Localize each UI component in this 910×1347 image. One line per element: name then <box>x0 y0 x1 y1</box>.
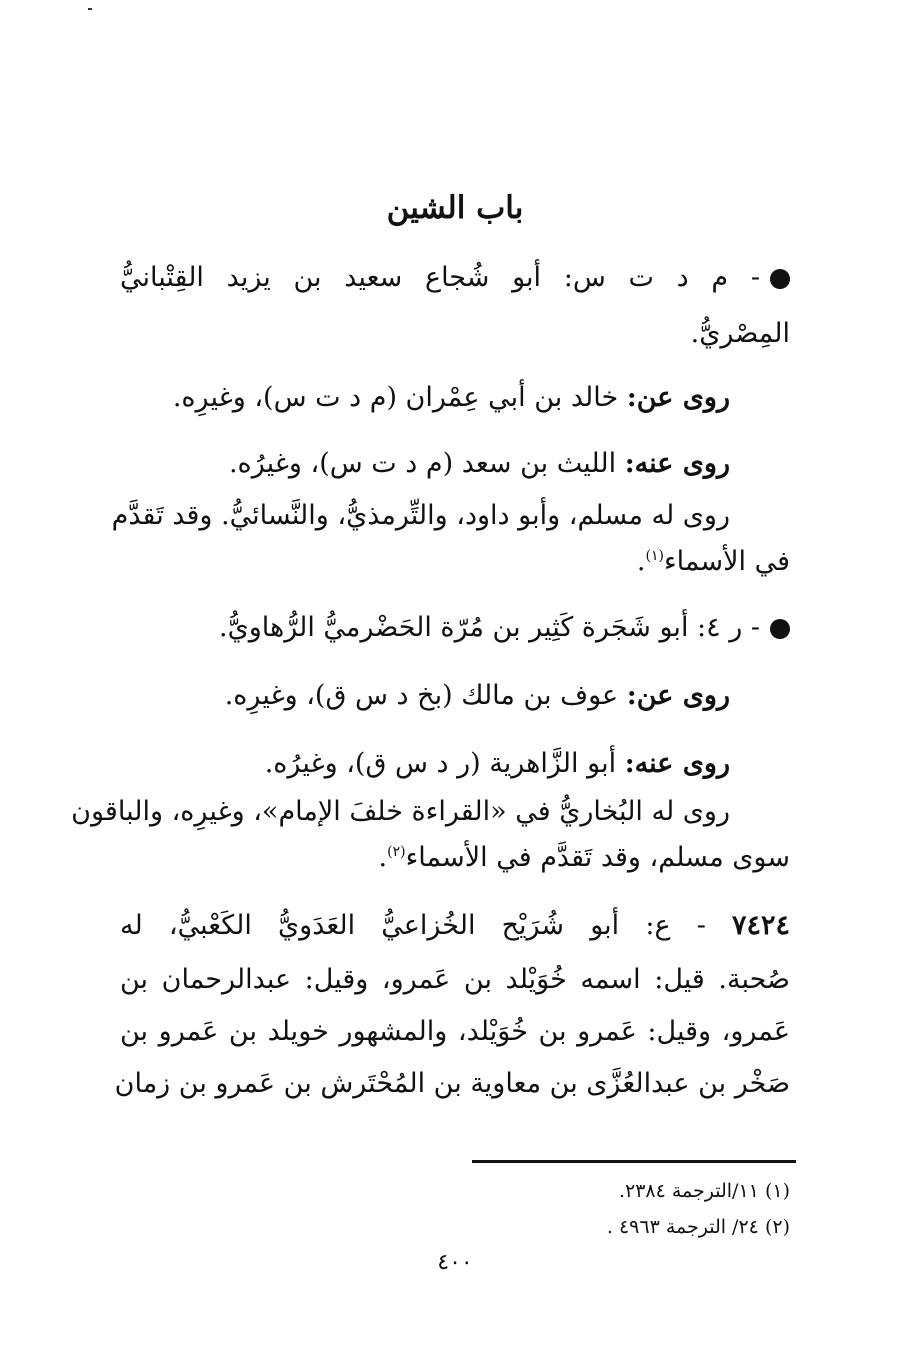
entry-1-note-end: . <box>636 546 646 577</box>
entry-2-narrated-from <box>120 680 730 712</box>
entry-1-name: أبو شُجاع سعيد بن يزيد القِتْبانيُّ <box>120 262 542 293</box>
page-number: ٤٠٠ <box>437 1250 473 1275</box>
entry-1-line-2: المِصْريُّ. <box>690 318 790 349</box>
narrated-from-text: خالد بن أبي عِمْران (م د ت س)، وغيرِه. <box>172 382 619 413</box>
entry-1-note-line-2 <box>120 546 790 578</box>
narrated-from-label: روى عن: <box>626 382 730 413</box>
entry-1-line-1 <box>120 262 790 294</box>
narrated-by-text: الليث بن سعد (م د ت س)، وغيرُه. <box>228 448 617 479</box>
footnote-ref-2: (٢) <box>387 844 406 860</box>
narrated-from-label: روى عن: <box>626 680 730 711</box>
footnote-2 <box>607 1216 790 1238</box>
entry-1-narrated-from <box>120 382 730 414</box>
entry-3-number: ٧٤٢٤ <box>731 910 790 941</box>
bullet-icon <box>770 269 790 289</box>
narrated-from-text: عوف بن مالك (بخ د س ق)، وغيرِه. <box>224 680 619 711</box>
narrated-by-label: روى عنه: <box>624 448 730 479</box>
entry-3-marker: - ع: <box>645 910 706 941</box>
entry-2-marker: - ر ٤: <box>697 612 760 643</box>
entry-1-narrated-by <box>120 448 730 480</box>
narrated-by-text: أبو الزَّاهرية (ر د س ق)، وغيرُه. <box>264 748 617 779</box>
entry-2-note-line-2 <box>120 842 790 874</box>
footnote-1-marker: (١) <box>764 1180 790 1202</box>
entry-1-marker: - م د ت س: <box>563 262 760 293</box>
entry-1-note-line-1: روى له مسلم، وأبو داود، والتِّرمذيُّ، والنَّسائيُّ. وقد تَقدَّم <box>111 500 730 531</box>
entry-3-line-4: صَخْر بن عبدالعُزَّى بن معاوية بن المُحْتَرش بن عَمرو بن زمان <box>114 1068 790 1099</box>
entry-2-narrated-by <box>120 748 730 780</box>
entry-1-note-text: في الأسماء <box>663 546 790 577</box>
footnote-2-text: ٢٤/ الترجمة ٤٩٦٣ . <box>606 1216 759 1238</box>
entry-3-line-1 <box>120 910 790 942</box>
entry-2-note-line-1: روى له البُخاريُّ في «القراءة خلفَ الإمام»، وغيرِه، والباقون <box>71 796 730 827</box>
narrated-by-label: روى عنه: <box>624 748 730 779</box>
entry-3-line-3: عَمرو، وقيل: عَمرو بن خُوَيْلد، والمشهور خويلد بن عَمرو بن <box>120 1016 790 1047</box>
entry-2-line-1 <box>120 612 790 644</box>
footnote-2-marker: (٢) <box>764 1216 790 1238</box>
chapter-heading: باب الشين <box>386 190 524 226</box>
footnote-ref-1: (١) <box>645 548 664 564</box>
entry-3-name: أبو شُرَيْح الخُزاعيُّ العَدَويُّ الكَعْبيُّ، له <box>120 910 620 941</box>
bullet-icon <box>770 619 790 639</box>
scan-mark <box>88 8 92 10</box>
footnote-1 <box>619 1180 790 1202</box>
entry-3-line-2: صُحبة. قيل: اسمه خُوَيْلد بن عَمرو، وقيل: عبدالرحمان بن <box>120 964 790 995</box>
entry-2-note-text: سوى مسلم، وقد تَقدَّم في الأسماء <box>405 842 790 873</box>
footnote-separator <box>472 1160 796 1163</box>
footnote-1-text: ١١/الترجمة ٢٣٨٤. <box>618 1180 759 1202</box>
entry-2-note-end: . <box>378 842 388 873</box>
entry-2-name: أبو شَجَرة كَثِير بن مُرّة الحَضْرميُّ الرُّهاويُّ. <box>218 612 689 643</box>
